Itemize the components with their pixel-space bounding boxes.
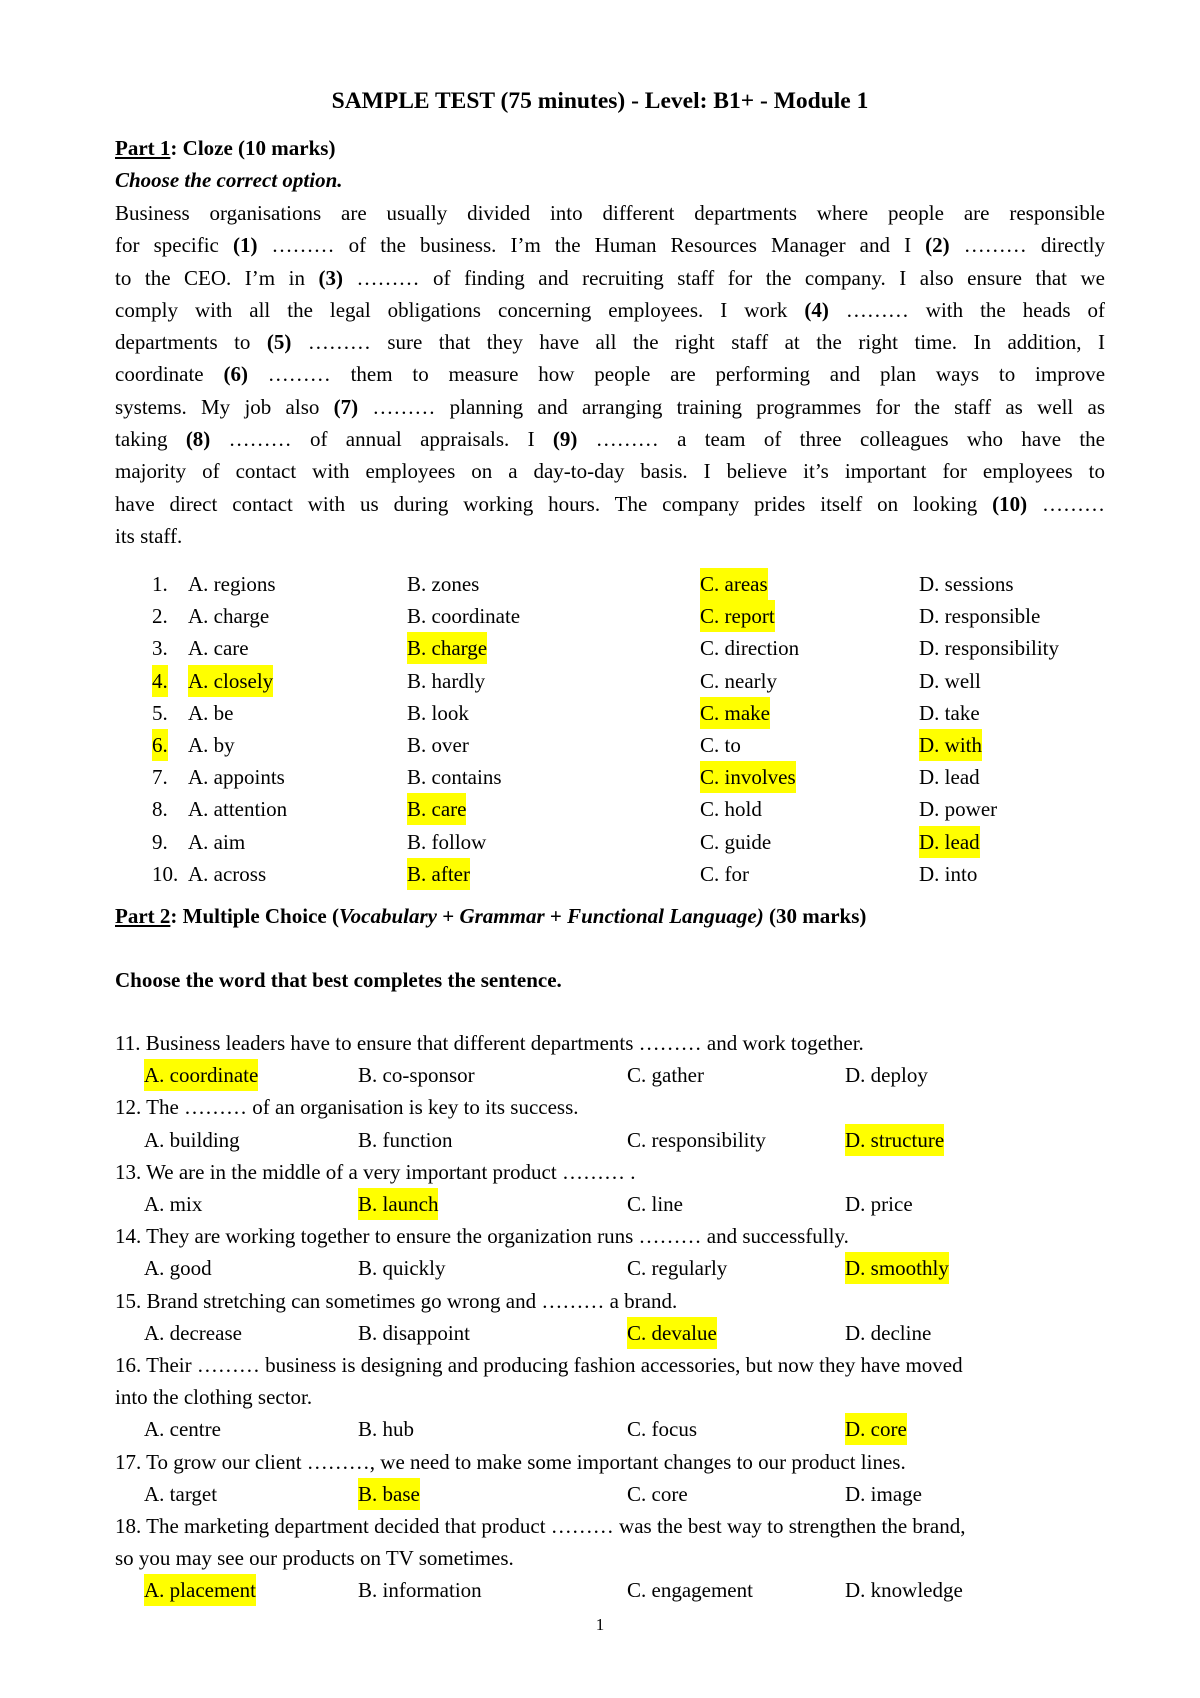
passage-text: to the CEO. I’m in [115,265,319,290]
answer-option-d: D. image [845,1481,922,1506]
passage-line [115,197,1105,229]
test-title: SAMPLE TEST (75 minutes) - Level: B1+ - Module 1 [331,88,869,114]
answer-option-b: B. contains [407,765,502,790]
answer-option-b: B. hardly [407,668,486,693]
passage-text: ……… planning and arranging training programmes for the staff as well as [358,394,1105,419]
passage-text: comply with all the legal obligations concerning employees. I work [115,297,805,322]
answer-option-b: B. charge [407,632,487,664]
blank-number: (4) [804,297,829,322]
answer-option-d: D. lead [919,826,980,858]
answer-option-d: D. price [845,1192,913,1216]
blank-number: (1) [232,233,258,258]
passage-line [115,488,1105,520]
answer-option-c: C. hold [700,797,762,822]
answer-option-d: D. responsibility [919,636,1059,661]
passage-text: systems. My job also [115,394,334,419]
part2-label: Part 2 [115,904,171,928]
passage-text: departments to [115,330,267,355]
answer-option-d: D. smoothly [845,1252,949,1284]
option-row [0,600,1200,632]
answer-option-c: C. nearly [700,668,777,693]
answer-option-d: D. into [919,861,978,886]
passage-line [115,262,1105,294]
page-number: 1 [595,1615,605,1634]
passage-line [115,520,1105,552]
answer-option-c: C. areas [700,568,768,600]
answer-option-c: C. report [700,600,775,632]
answer-option-d: D. with [919,729,982,761]
answer-option-b: B. look [407,700,469,725]
passage-text: its staff. [115,523,183,548]
blank-number: (2) [925,233,950,258]
part2-instruction: Choose the word that best completes the sentence. [115,968,562,992]
question-number: 5. [152,700,168,725]
answer-option-c: C. focus [627,1417,697,1442]
option-row [0,1188,1200,1220]
answer-option-d: D. knowledge [845,1578,963,1603]
passage-text: ……… [1027,491,1106,516]
question-text: 17. To grow our client ………, we need to make some important changes to our product lines. [115,1449,906,1474]
passage-text: coordinate [115,362,224,387]
question-number: 8. [152,797,168,822]
answer-option-a: A. good [144,1256,212,1281]
answer-option-b: B. information [358,1578,482,1603]
answer-option-c: C. to [700,733,741,757]
passage-line [115,391,1105,423]
passage-text: ……… them to measure how people are performing and plan ways to improve [247,362,1106,387]
part2-heading [115,904,866,929]
passage-text: ……… of the business. I’m the Human Resources Manager and I [257,233,926,258]
answer-option-d: D. decline [845,1320,932,1345]
passage-line [115,326,1105,358]
part2-heading-vocab: Vocabulary [338,904,437,928]
question-text: 11. Business leaders have to ensure that different departments ……… and work together. [115,1031,864,1055]
answer-option-d: D. lead [919,765,980,790]
blank-number: (9) [552,427,578,452]
part2-heading-func: Functional Language) [567,904,764,928]
blank-number: (3) [318,265,344,290]
answer-option-a: A. placement [144,1574,256,1606]
answer-option-b: B. hub [358,1417,415,1442]
answer-option-a: A. coordinate [144,1059,258,1091]
passage-line [115,294,1105,326]
option-row [0,665,1200,697]
passage-line [115,423,1105,455]
passage-text: ……… of finding and recruiting staff for the company. I also ensure that we [343,265,1105,290]
answer-option-a: A. decrease [144,1320,242,1345]
answer-option-a: A. mix [144,1192,203,1216]
passage-line [115,358,1105,390]
option-row [0,1124,1200,1156]
answer-option-c: C. gather [627,1063,704,1088]
answer-option-b: B. follow [407,829,487,854]
answer-option-c: C. line [627,1192,683,1216]
option-row [0,1317,1200,1349]
option-row [0,1413,1200,1445]
option-row [0,697,1200,729]
answer-option-c: C. for [700,861,749,886]
answer-option-a: A. be [188,700,234,725]
option-row [0,1478,1200,1510]
answer-option-b: B. disappoint [358,1320,471,1345]
answer-option-d: D. deploy [845,1063,928,1088]
question-number: 10. [152,861,179,886]
question-text: 16. Their ……… business is designing and producing fashion accessories, but now they have moved [115,1353,963,1377]
passage-text: have direct contact with us during working hours. The company prides itself on looking [115,491,993,516]
question-number: 4. [152,665,168,697]
passage-text: ……… with the heads of [828,297,1106,322]
answer-option-b: B. care [407,793,466,825]
answer-option-c: C. responsibility [627,1127,766,1152]
passage-text: for specific [115,233,233,258]
passage-line [115,455,1105,487]
passage-text: ……… sure that they have all the right staff at the right time. In addition, I [291,330,1106,355]
answer-option-d: D. take [919,700,980,725]
answer-option-b: B. quickly [358,1256,446,1281]
question-number: 3. [152,636,168,661]
answer-option-a: A. target [144,1481,218,1506]
option-row [0,1059,1200,1091]
question-text: 14. They are working together to ensure the organization runs ……… and successfully. [115,1224,849,1249]
answer-option-b: B. co-sponsor [358,1063,475,1088]
part1-heading [115,136,335,161]
passage-text: ……… directly [949,233,1105,258]
blank-number: (6) [223,362,248,387]
part2-heading-plus2: + [544,904,568,928]
part1-label: Part 1 [115,136,171,160]
answer-option-a: A. aim [188,829,246,854]
passage-text: ……… a team of three colleagues who have the [577,427,1105,452]
option-row [0,826,1200,858]
answer-option-b: B. zones [407,572,480,596]
question-number: 2. [152,604,168,629]
part2-heading-grammar: Grammar [459,904,545,928]
answer-option-c: C. core [627,1481,688,1506]
question-text: 15. Brand stretching can sometimes go wrong and ……… a brand. [115,1288,678,1313]
question-text: 12. The ……… of an organisation is key to its success. [115,1095,579,1120]
question-text: so you may see our products on TV sometimes. [115,1546,514,1571]
passage-text: Business organisations are usually divided into different departments where people are responsible [115,201,1105,225]
option-row [0,761,1200,793]
option-row [0,632,1200,664]
part2-heading-post: (30 marks) [763,904,867,928]
answer-option-d: D. well [919,668,981,693]
answer-option-a: A. closely [188,665,273,697]
blank-number: (10) [992,491,1028,516]
answer-option-a: A. centre [144,1417,221,1442]
answer-option-b: B. after [407,858,470,890]
answer-option-b: B. coordinate [407,604,521,629]
part2-heading-plus1: + [436,904,460,928]
answer-option-c: C. guide [700,829,772,854]
option-row [0,858,1200,890]
answer-option-b: B. base [358,1478,420,1510]
answer-option-c: C. regularly [627,1256,728,1281]
answer-option-c: C. devalue [627,1317,717,1349]
passage-text: majority of contact with employees on a day-to-day basis. I believe it’s important for employees to [115,459,1105,484]
question-number: 7. [152,765,168,790]
answer-option-a: A. appoints [188,765,285,790]
answer-option-d: D. structure [845,1124,944,1156]
question-number: 6. [152,729,168,761]
question-text: 18. The marketing department decided that product ……… was the best way to strengthen the brand, [115,1514,966,1538]
part1-heading-text: : Cloze (10 marks) [170,136,336,160]
answer-option-d: D. power [919,797,998,822]
option-row [0,793,1200,825]
question-text: into the clothing sector. [115,1385,313,1410]
blank-number: (8) [185,427,211,452]
answer-option-c: C. direction [700,636,800,661]
option-row [0,568,1200,600]
question-number: 1. [152,572,168,596]
option-row [0,1252,1200,1284]
answer-option-d: D. core [845,1413,907,1445]
option-row [0,1574,1200,1606]
answer-option-c: C. engagement [627,1578,753,1603]
answer-option-a: A. by [188,733,235,757]
answer-option-c: C. involves [700,761,796,793]
answer-option-d: D. responsible [919,604,1041,629]
answer-option-a: A. attention [188,797,288,822]
answer-option-b: B. function [358,1127,453,1152]
cloze-passage [115,197,1105,552]
answer-option-d: D. sessions [919,572,1014,596]
passage-line [115,229,1105,261]
answer-option-a: A. care [188,636,249,661]
passage-text: taking [115,427,186,452]
answer-option-c: C. make [700,697,770,729]
answer-option-a: A. across [188,861,267,886]
answer-option-b: B. over [407,733,469,757]
answer-option-a: A. building [144,1127,240,1152]
answer-option-b: B. launch [358,1188,438,1220]
blank-number: (5) [266,330,292,355]
answer-option-a: A. regions [188,572,276,596]
part2-heading-pre: : Multiple Choice ( [170,904,339,928]
answer-option-a: A. charge [188,604,270,629]
option-row [0,729,1200,761]
part1-instruction: Choose the correct option. [115,168,343,192]
passage-text: ……… of annual appraisals. I [210,427,553,452]
question-text: 13. We are in the middle of a very important product ……… . [115,1159,636,1184]
blank-number: (7) [333,394,359,419]
question-number: 9. [152,829,168,854]
